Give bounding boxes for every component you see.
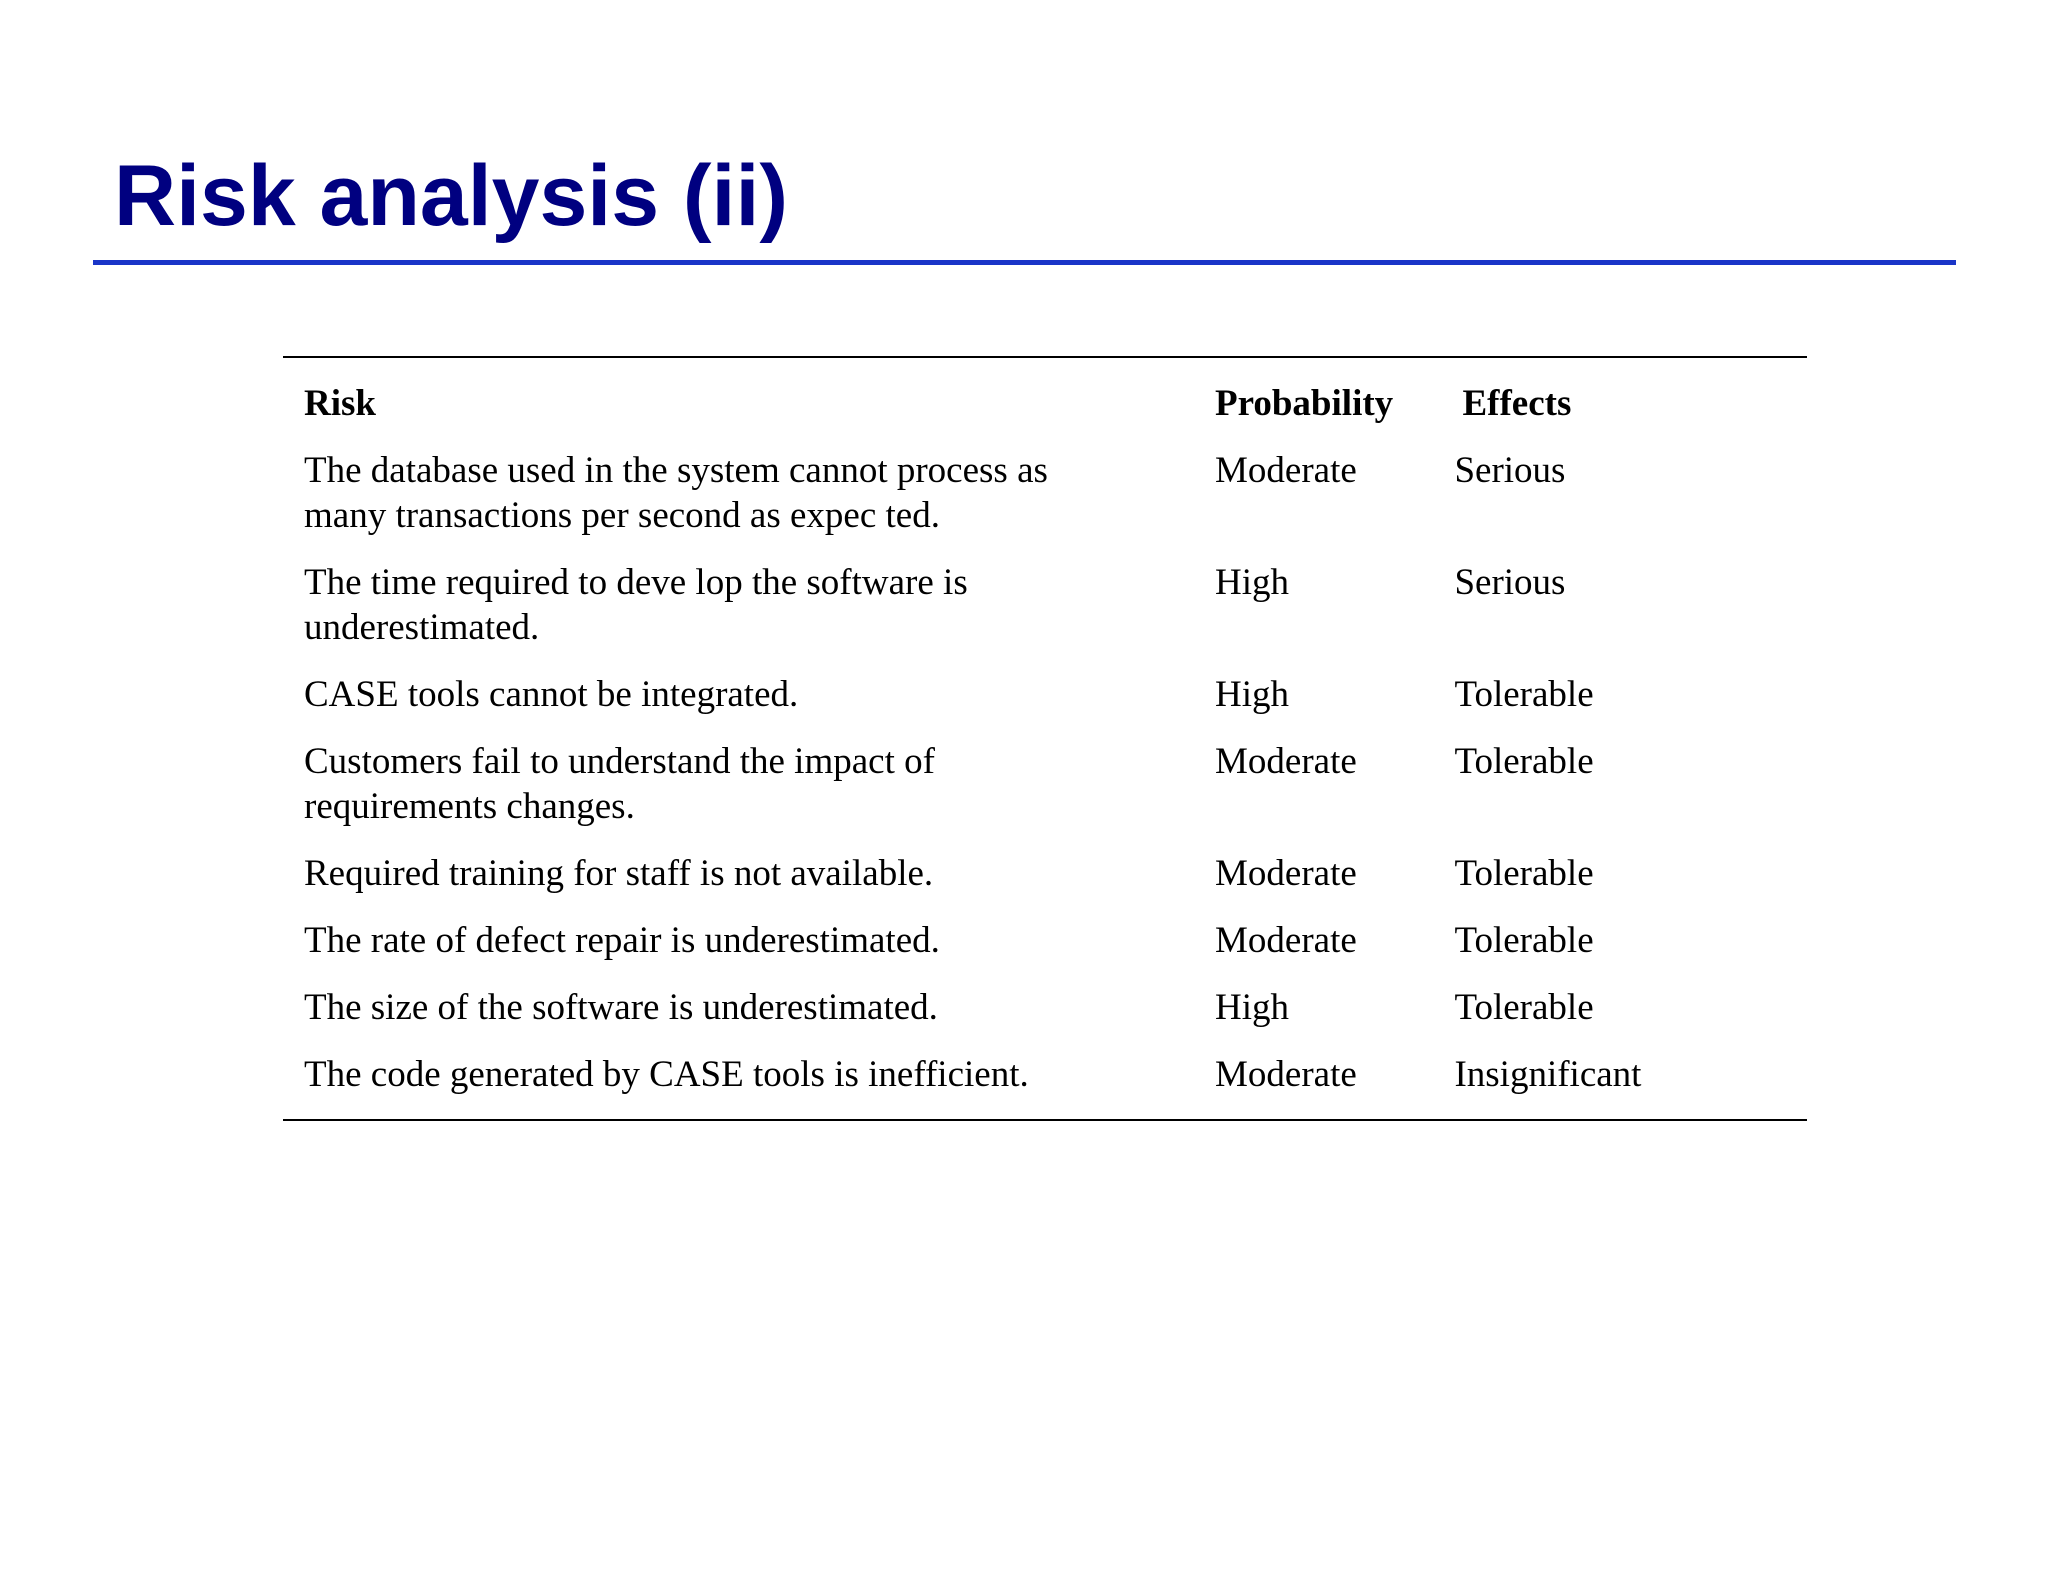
effects-cell: Tolerable [1454,741,1594,782]
risk-cell [283,1030,1215,1120]
slide-title: Risk analysis (ii) [114,148,788,244]
table-row [283,650,1807,717]
effects-cell: Tolerable [1454,853,1594,894]
risk-cell [283,963,1215,1030]
risk-text: The database used in the system cannot process as many transactions per second as expec ted. [304,450,1048,536]
probability-cell: High [1215,562,1289,603]
header-probability: Probability [1215,383,1394,424]
risk-text: The time required to deve lop the software is underestimated. [304,562,968,648]
probability-cell: High [1215,674,1289,715]
table-row [283,717,1807,829]
probability-cell: High [1215,987,1289,1028]
effects-cell: Tolerable [1454,920,1594,961]
risk-text: Customers fail to understand the impact of requirements changes. [304,741,935,827]
probability-cell: Moderate [1215,450,1357,491]
probability-cell: Moderate [1215,920,1357,961]
risk-cell [283,538,1215,650]
effects-cell: Tolerable [1454,674,1594,715]
risk-text: The code generated by CASE tools is inefficient. [304,1054,1029,1095]
table-row [283,896,1807,963]
risk-text: CASE tools cannot be integrated. [304,674,799,715]
effects-cell: Tolerable [1454,987,1594,1028]
risk-cell [283,829,1215,896]
probability-cell: Moderate [1215,1054,1357,1095]
header-risk: Risk [304,383,376,424]
risk-text: The rate of defect repair is underestimated. [304,920,940,961]
header-effects: Effects [1462,383,1572,424]
table-row [283,829,1807,896]
risk-table [283,356,1807,1121]
effects-cell: Serious [1454,450,1566,491]
risk-cell [283,650,1215,717]
title-underline-divider [93,260,1956,265]
table-row [283,963,1807,1030]
table-header-row [283,357,1807,426]
probability-cell: Moderate [1215,741,1357,782]
risk-text: The size of the software is underestimated. [304,987,938,1028]
effects-cell: Insignificant [1454,1054,1642,1095]
risk-cell [283,426,1215,538]
table-row [283,1030,1807,1120]
effects-cell: Serious [1454,562,1566,603]
risk-cell [283,896,1215,963]
table-row [283,426,1807,538]
probability-cell: Moderate [1215,853,1357,894]
risk-cell [283,717,1215,829]
table-row [283,538,1807,650]
risk-text: Required training for staff is not available. [304,853,934,894]
